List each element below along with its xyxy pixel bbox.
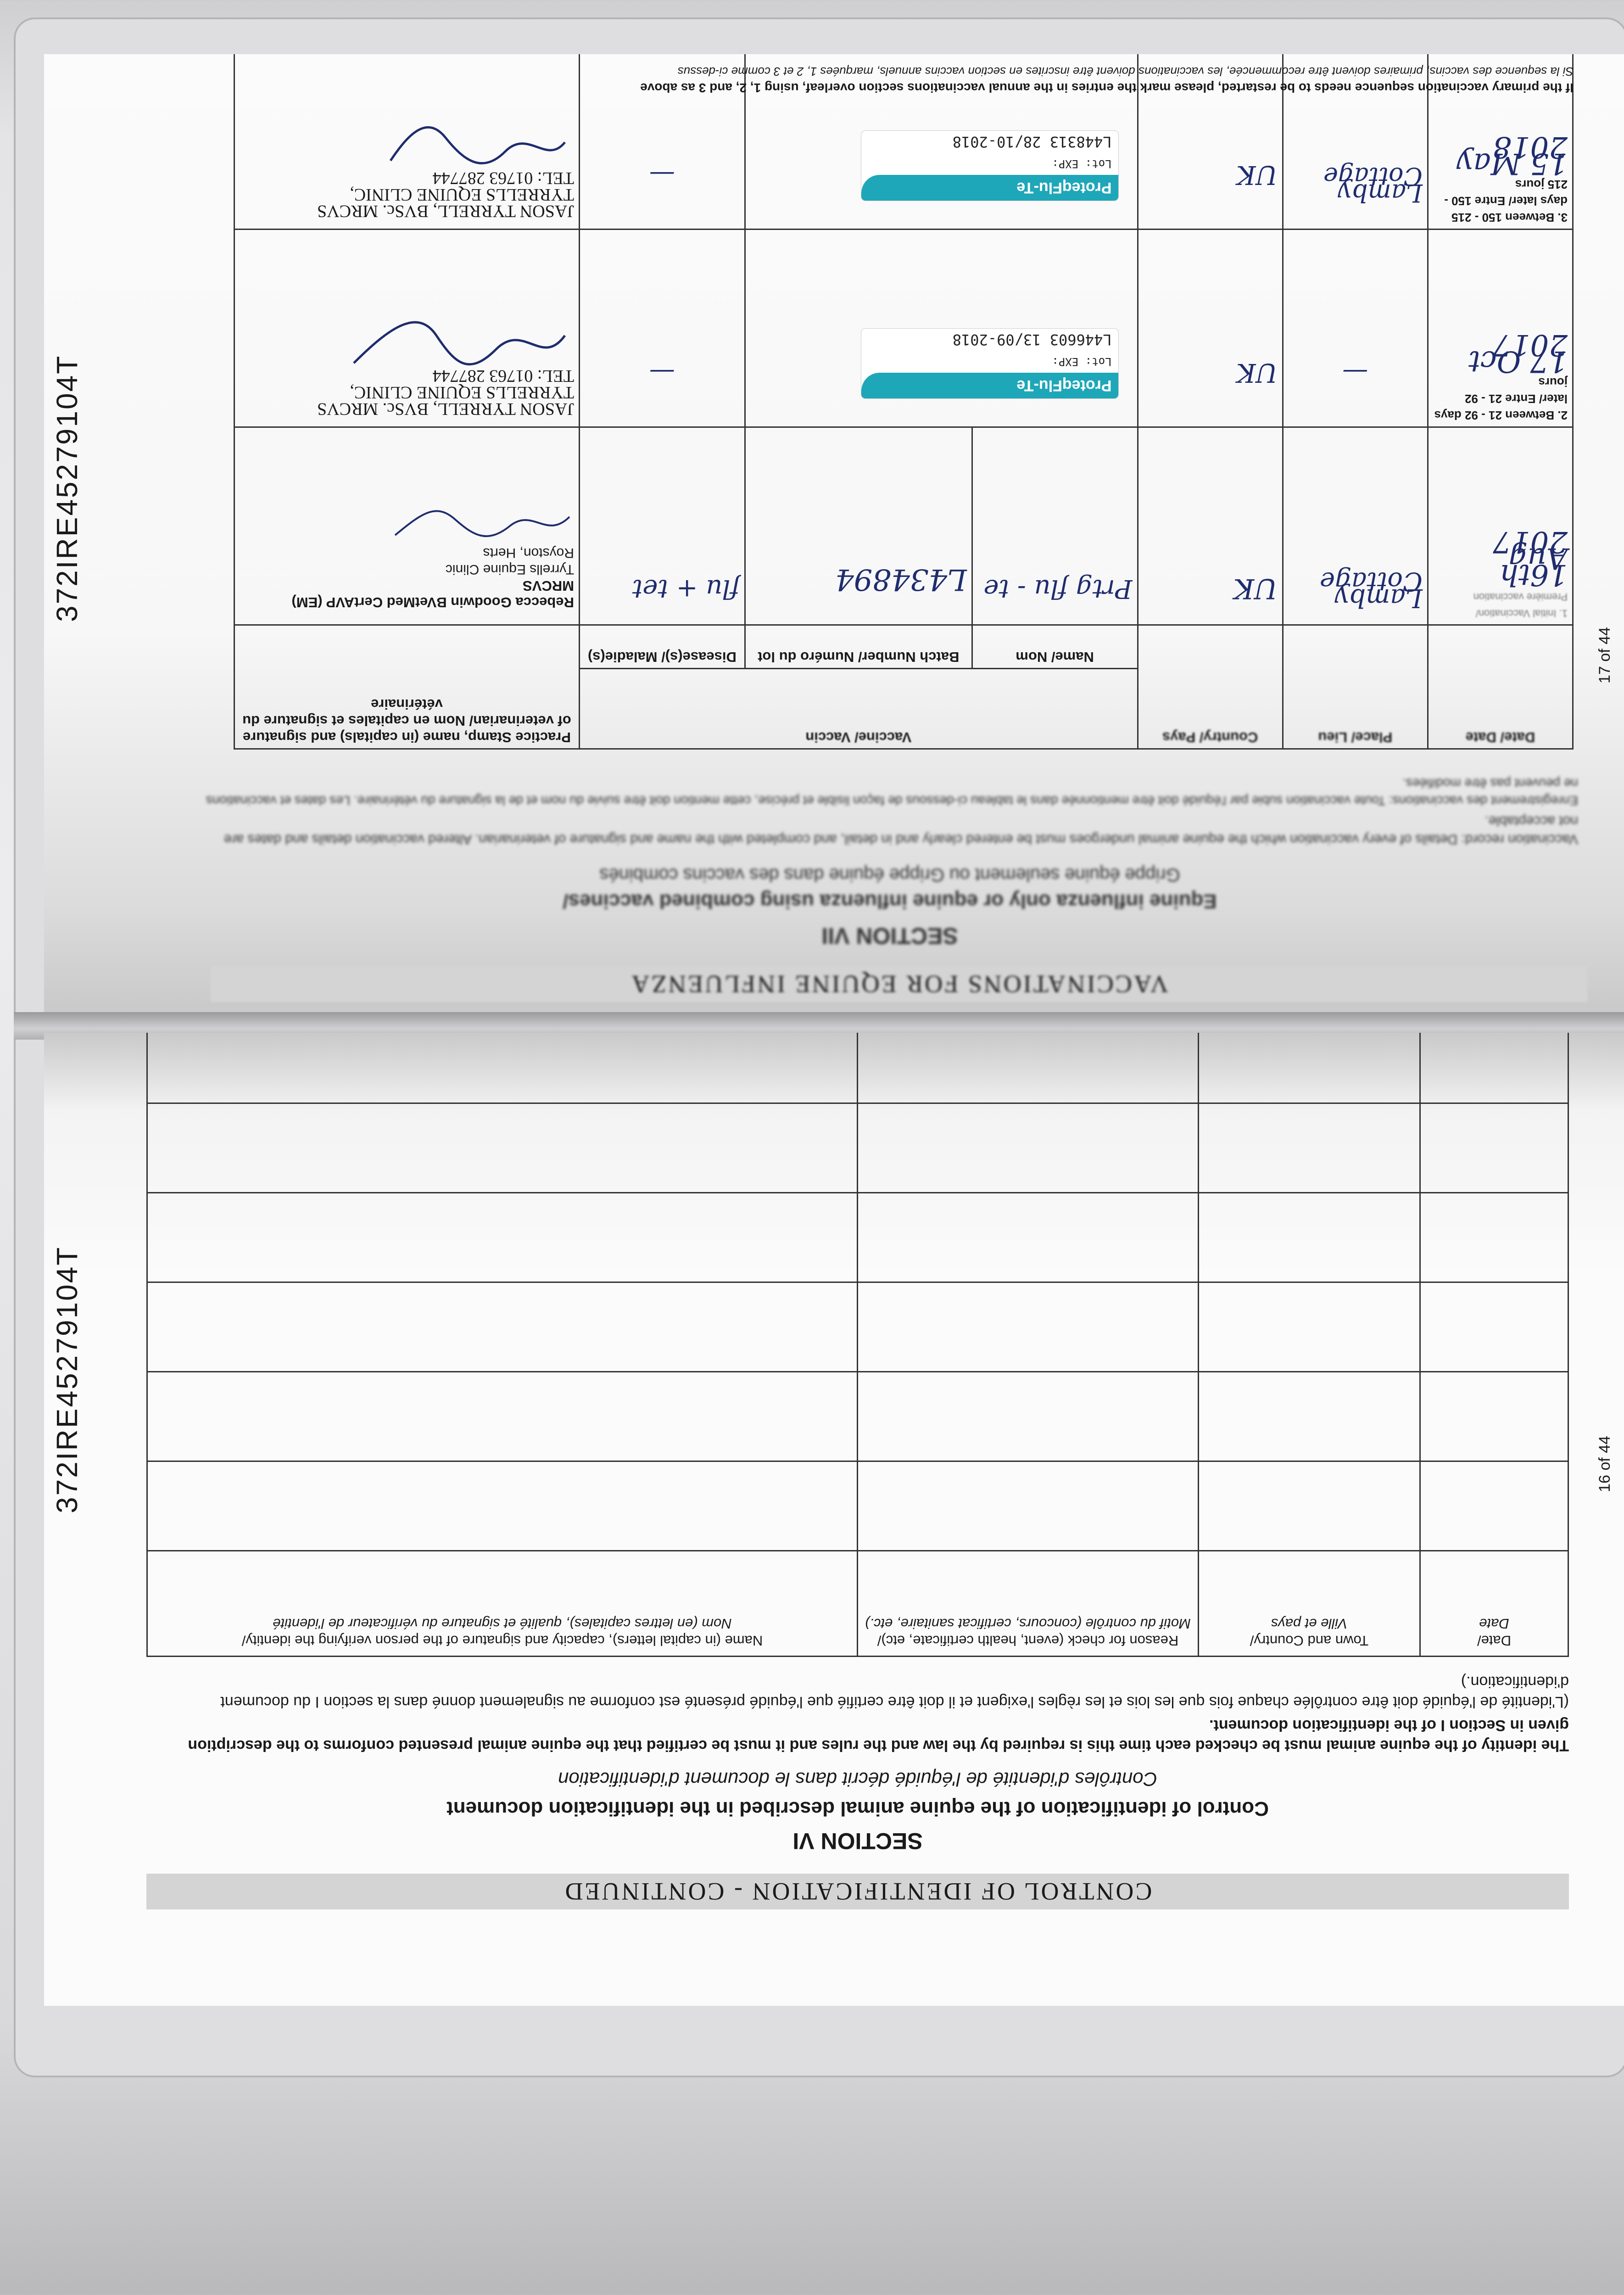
col-reason-en: Reason for check (event, health certificate, etc)/	[877, 1633, 1179, 1649]
page-identification-control	[44, 1033, 1624, 2006]
stage-label: 2. Between 21 - 92 days later/ Entre 21 - 92 jours	[1434, 375, 1568, 423]
vaccination-country: UK	[1138, 229, 1283, 427]
col-disease: Disease(s)/ Maladie(s)	[579, 625, 745, 668]
col-date-en: Date/	[1477, 1633, 1512, 1649]
vaccination-date: 15 May 2018	[1457, 129, 1568, 180]
footnote-fr: Si la sequence des vaccins, primaires doivent être recommencée, les vaccinations doivent être inscrites en section vaccins annuels, marquées 1, 2 et 3 comme ci-dessus	[677, 65, 1574, 78]
col-reason-fr: Motif du contrôle (concours, certificat sanitaire, etc.)	[865, 1616, 1191, 1632]
section-vi-instruction-en: The identity of the equine animal must be checked each time this is required by the law and the rules and it must be certified that the equine animal presented conforms to the description given in Section I of the identification document.	[188, 1717, 1569, 1754]
check-row	[147, 1103, 1568, 1193]
stage-label: 1. Initial Vaccination/ Première vaccination	[1473, 591, 1568, 620]
section-vi-title: SECTION VI	[792, 1828, 923, 1854]
signature	[381, 124, 574, 170]
vaccination-country: UK	[1138, 54, 1283, 229]
col-town-en: Town and Country/	[1250, 1633, 1369, 1649]
vet-stamp: Rebecca Goodwin BVetMed CertAVP (EM) MRCVS Tyrrells Equine Clinic Royston, Herts	[234, 427, 580, 625]
vaccination-place: —	[1283, 229, 1428, 427]
col-name-fr: Nom (en lettres capitales), qualité et signature du vérificateur de l'identité	[273, 1616, 732, 1632]
vaccination-row-1	[234, 427, 1573, 625]
vaccine-label: ProteqFlu-Te Lot: EXP: L448313 28/10-2018	[745, 54, 1138, 229]
passport-number-top: 372IRE45279104T	[50, 354, 84, 622]
check-row	[147, 1461, 1568, 1551]
identity-check-table	[146, 1033, 1569, 1657]
check-row	[147, 1193, 1568, 1282]
section-vi-banner: CONTROL OF IDENTIFICATION - CONTINUED	[146, 1874, 1569, 1909]
vaccine-brand: ProteqFlu-Te	[861, 373, 1118, 398]
signature	[391, 503, 574, 544]
section-vi-instruction-fr: (L'identité de l'équidé doit être contrôlée chaque fois que les lois et les règles l'exigent et il doit être certifié que l'équidé présenté est conforme au signalement donné dans la section I du document d'identification.)	[220, 1673, 1569, 1711]
section-vii-title: SECTION VII	[821, 923, 958, 949]
disease: flu + tet	[579, 427, 745, 625]
col-date-fr: Date	[1479, 1616, 1509, 1632]
page-number-top: 17 of 44	[1596, 627, 1613, 683]
vaccination-place: Lamby Cottage	[1283, 54, 1428, 229]
col-vet: Practice Stamp, name (in capitals) and signature of veterinarian/ Nom en capitales et signature du vétérinaire	[234, 625, 580, 749]
batch-number: L434894	[745, 427, 972, 625]
section-vii-instruction-en: Vaccination record: Details of every vaccination which the equine animal undergoes must be entered clearly and in detail, and completed with the name and signature of veterinarian. Altered vaccination details and dates are not acceptable.	[223, 813, 1578, 847]
section-vi-heading-fr: Contrôles d'identité de l'équidé décrit dans le document d'identification	[558, 1769, 1157, 1790]
vaccine-brand: ProteqFlu-Te	[861, 175, 1118, 201]
section-vi-heading-en: Control of identification of the equine animal described in the identification document	[446, 1797, 1269, 1820]
vaccination-date: 16th Aug 2017	[1493, 525, 1568, 592]
section-vii-heading-fr: Grippe équine seulement ou Grippe équine dans des vaccins combinés	[599, 865, 1180, 885]
col-date: Date/ Date	[1428, 625, 1573, 749]
vaccine-batch: L448313 28/10-2018	[952, 133, 1112, 151]
vet-stamp: JASON TYRRELL, BVSc. MRCVS TYRRELLS EQUINE CLINIC, TEL: 01763 287744	[234, 229, 580, 427]
col-place: Place/ Lieu	[1283, 625, 1428, 749]
section-vii-instruction-fr: Enregistrement des vaccinations: Toute vaccination subie par l'équidé doit être mentionnée dans le tableau ci-dessous de façon lisible et précise, cette mention doit être suivie du nom et de la signature du vétérinaire. Les dates et vaccinations ne peuvent pas être modifiées.	[206, 776, 1578, 808]
vaccination-date: 17 Oct 2017	[1468, 328, 1568, 379]
col-name-en: Name (in capital letters), capacity and signature of the person verifying the identity/	[241, 1633, 763, 1649]
passport-number-bottom: 372IRE45279104T	[50, 1246, 84, 1513]
col-vaccine: Vaccine/ Vaccin	[579, 668, 1138, 749]
vaccination-place: Lamby Cottage	[1283, 427, 1428, 625]
vaccination-table	[234, 54, 1574, 750]
col-town-fr: Ville et pays	[1271, 1616, 1348, 1632]
vaccine-label: ProteqFlu-Te Lot: EXP: L446603 13/09-2018	[745, 229, 1138, 427]
col-batch: Batch Number/ Numéro du lot	[745, 625, 972, 668]
section-vii-banner: VACCINATIONS FOR EQUINE INFLUENZA	[211, 966, 1587, 1002]
footnote-en: If the primary vaccination sequence needs to be restarted, please mark the entries in the annual vaccinations section overleaf, using 1, 2, and 3 as above	[640, 81, 1574, 95]
check-row	[147, 1282, 1568, 1372]
disease: —	[579, 54, 745, 229]
vaccination-country: UK	[1138, 427, 1283, 625]
vaccine-name: Prtg flu - te	[972, 427, 1138, 625]
col-country: Country/ Pays	[1138, 625, 1283, 749]
page-vaccinations	[44, 54, 1624, 1018]
stage-label: 3. Between 150 - 215 days later/ Entre 150 - 215 jours	[1444, 177, 1568, 224]
vaccine-batch: L446603 13/09-2018	[952, 331, 1112, 349]
vaccination-row-2	[234, 229, 1573, 427]
check-row	[147, 1033, 1568, 1103]
col-vaccine-name: Name/ Nom	[972, 625, 1138, 668]
signature	[345, 317, 574, 368]
section-vii-heading-en: Equine influenza only or equine influenza using combined vaccines/	[563, 890, 1217, 912]
vet-stamp: JASON TYRRELL, BVSc. MRCVS TYRRELLS EQUINE CLINIC, TEL: 01763 287744	[234, 54, 580, 229]
page-number-bottom: 16 of 44	[1596, 1436, 1613, 1492]
disease: —	[579, 229, 745, 427]
check-row	[147, 1372, 1568, 1461]
